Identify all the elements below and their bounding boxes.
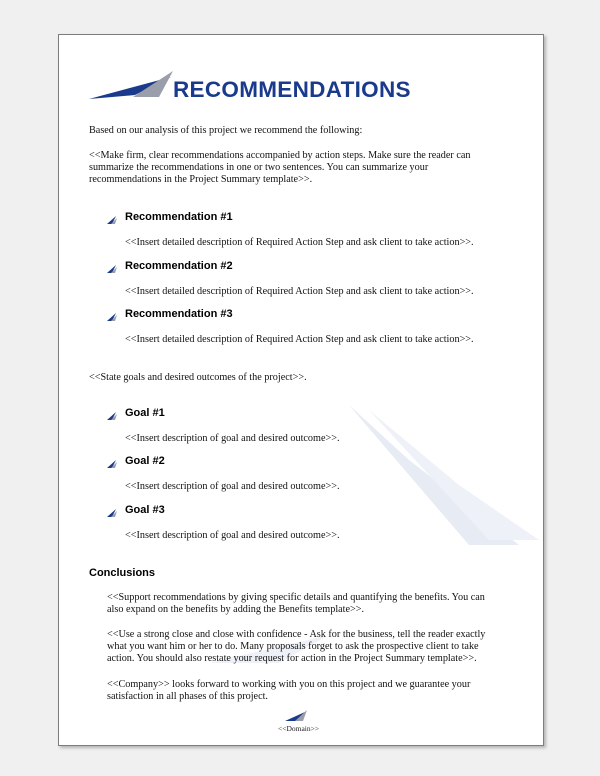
goal-3-desc: <<Insert description of goal and desired outcome>>. — [125, 530, 340, 541]
conclusions-para1-line2: also expand on the benefits by adding the Benefits template>>. — [107, 604, 365, 615]
instruction-line-1: <<Make firm, clear recommendations accompanied by action steps. Make sure the reader can — [89, 150, 471, 161]
document-page — [58, 34, 544, 746]
conclusions-para3-line1: <<Company>> looks forward to working with you on this project and we guarantee your — [107, 679, 471, 690]
conclusions-para3-line2: satisfaction in all phases of this project. — [107, 691, 268, 702]
recommendation-3-desc: <<Insert detailed description of Required Action Step and ask client to take action>>. — [125, 334, 474, 345]
goal-2-desc: <<Insert description of goal and desired outcome>>. — [125, 481, 340, 492]
bullet-arrow-icon — [107, 411, 117, 421]
recommendation-1-title: Recommendation #1 — [125, 211, 233, 223]
recommendation-3-title: Recommendation #3 — [125, 308, 233, 320]
bullet-arrow-icon — [107, 215, 117, 225]
page-title: RECOMMENDATIONS — [173, 77, 411, 102]
goal-2-title: Goal #2 — [125, 455, 165, 467]
recommendation-2-desc: <<Insert detailed description of Required Action Step and ask client to take action>>. — [125, 286, 474, 297]
goal-3-title: Goal #3 — [125, 504, 165, 516]
footer-domain: <<Domain>> — [278, 724, 320, 733]
goal-1-desc: <<Insert description of goal and desired outcome>>. — [125, 433, 340, 444]
bullet-arrow-icon — [107, 459, 117, 469]
goals-intro: <<State goals and desired outcomes of the project>>. — [89, 372, 307, 383]
logo-swoosh-icon — [89, 71, 175, 105]
bullet-arrow-icon — [107, 508, 117, 518]
conclusions-para2-line3: action. You should also restate your request for action in the Project Summary template>>. — [107, 653, 477, 664]
intro-text: Based on our analysis of this project we recommend the following: — [89, 125, 363, 136]
instruction-line-2: summarize the recommendations in one or two sentences. You can summarize your — [89, 162, 429, 173]
recommendation-2-title: Recommendation #2 — [125, 260, 233, 272]
bullet-arrow-icon — [107, 312, 117, 322]
conclusions-para2-line2: what you want him or her to do. Many proposals forget to ask the prospective client to take — [107, 641, 479, 652]
conclusions-heading: Conclusions — [89, 567, 156, 579]
conclusions-para2-line1: <<Use a strong close and close with confidence - Ask for the business, tell the reader exactly — [107, 629, 486, 640]
bullet-arrow-icon — [107, 264, 117, 274]
footer-swoosh-icon — [285, 710, 307, 722]
watermark-swoosh-icon — [349, 405, 544, 545]
recommendation-1-desc: <<Insert detailed description of Required Action Step and ask client to take action>>. — [125, 237, 474, 248]
goal-1-title: Goal #1 — [125, 407, 165, 419]
conclusions-para1-line1: <<Support recommendations by giving specific details and quantifying the benefits. You can — [107, 592, 485, 603]
instruction-line-3: recommendations in the Project Summary template>>. — [89, 174, 313, 185]
